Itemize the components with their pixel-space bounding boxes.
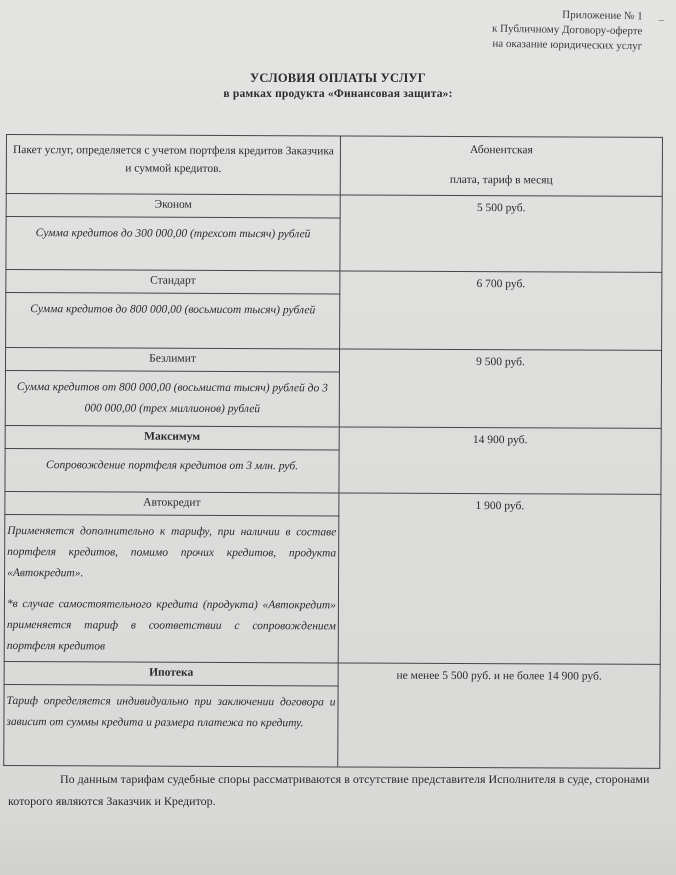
table-row: [6, 270, 662, 296]
package-description: Сумма кредитов до 800 000,00 (восьмисот тысяч) рублей: [6, 293, 340, 349]
document-subtitle: в рамках продукта «Финансовая защита»:: [223, 88, 453, 100]
package-description: Сумма кредитов до 300 000,00 (трехсот тысяч) рублей: [6, 217, 340, 271]
table-row: [5, 348, 661, 374]
package-description: Тариф определяется индивидуально при заключении договора и зависит от суммы кредита и размера платежа по кредиту.: [4, 684, 338, 766]
package-description-footnote: *в случае самостоятельного кредита (продукта) «Автокредит» применяется тариф в соответствии с сопровождением портфеля кредитов: [6, 598, 336, 653]
package-description: Сумма кредитов от 800 000,00 (восьмиста тысяч) рублей до 3 000 000,00 (трех миллионов) рублей: [5, 370, 339, 426]
package-name: Максимум: [5, 425, 339, 449]
document-title: УСЛОВИЯ ОПЛАТЫ УСЛУГ: [250, 71, 426, 85]
header-fee-line-2: плата, тариф в месяц: [449, 173, 553, 187]
table-row: [6, 194, 662, 220]
appendix-line-3: на оказание юридических услуг: [491, 37, 642, 53]
tariff-table: [3, 134, 663, 769]
package-name: Эконом: [6, 194, 340, 218]
appendix-header: [491, 7, 642, 55]
package-name: Стандарт: [6, 270, 340, 294]
table-row: [5, 491, 661, 517]
package-price: 5 500 руб.: [340, 195, 662, 272]
appendix-line-1: Приложение № 1: [561, 8, 643, 23]
package-price: 9 500 руб.: [339, 349, 661, 428]
corner-mark: –: [658, 14, 664, 26]
appendix-line-2: к Публичному Договору-оферте: [491, 22, 643, 38]
package-price: не менее 5 500 руб. и не более 14 900 руб.: [338, 663, 660, 768]
package-name: Безлимит: [5, 348, 339, 372]
package-description: Сопровождение портфеля кредитов от 3 млн. руб.: [5, 448, 339, 492]
header-cell-package: Пакет услуг, определяется с учетом портфеля кредитов Заказчика и суммой кредитов.: [6, 135, 340, 195]
footer-note: По данным тарифам судебные споры рассматриваются в отсутствие представителя Исполнителя в суде, сторонами которого являются Заказчик и Кредитор.: [8, 772, 650, 808]
package-price: 14 900 руб.: [339, 427, 661, 494]
header-fee-line-1: Абонентская: [470, 144, 533, 157]
document-title-block: [0, 70, 676, 102]
package-description: [4, 514, 339, 662]
package-name: Автокредит: [5, 491, 339, 515]
page-shadow: [0, 815, 676, 875]
header-cell-fee: [340, 136, 662, 196]
package-description-main: Применяется дополнительно к тарифу, при наличии в составе портфеля кредитов, помимо прочих кредитов, продукта «Автокредит».: [7, 525, 337, 580]
table-row: [4, 661, 660, 687]
table-row: [5, 425, 661, 451]
package-price: 1 900 руб.: [338, 493, 661, 664]
package-price: 6 700 руб.: [340, 271, 662, 350]
package-name: Ипотека: [4, 661, 338, 685]
table-header-row: [6, 135, 662, 197]
